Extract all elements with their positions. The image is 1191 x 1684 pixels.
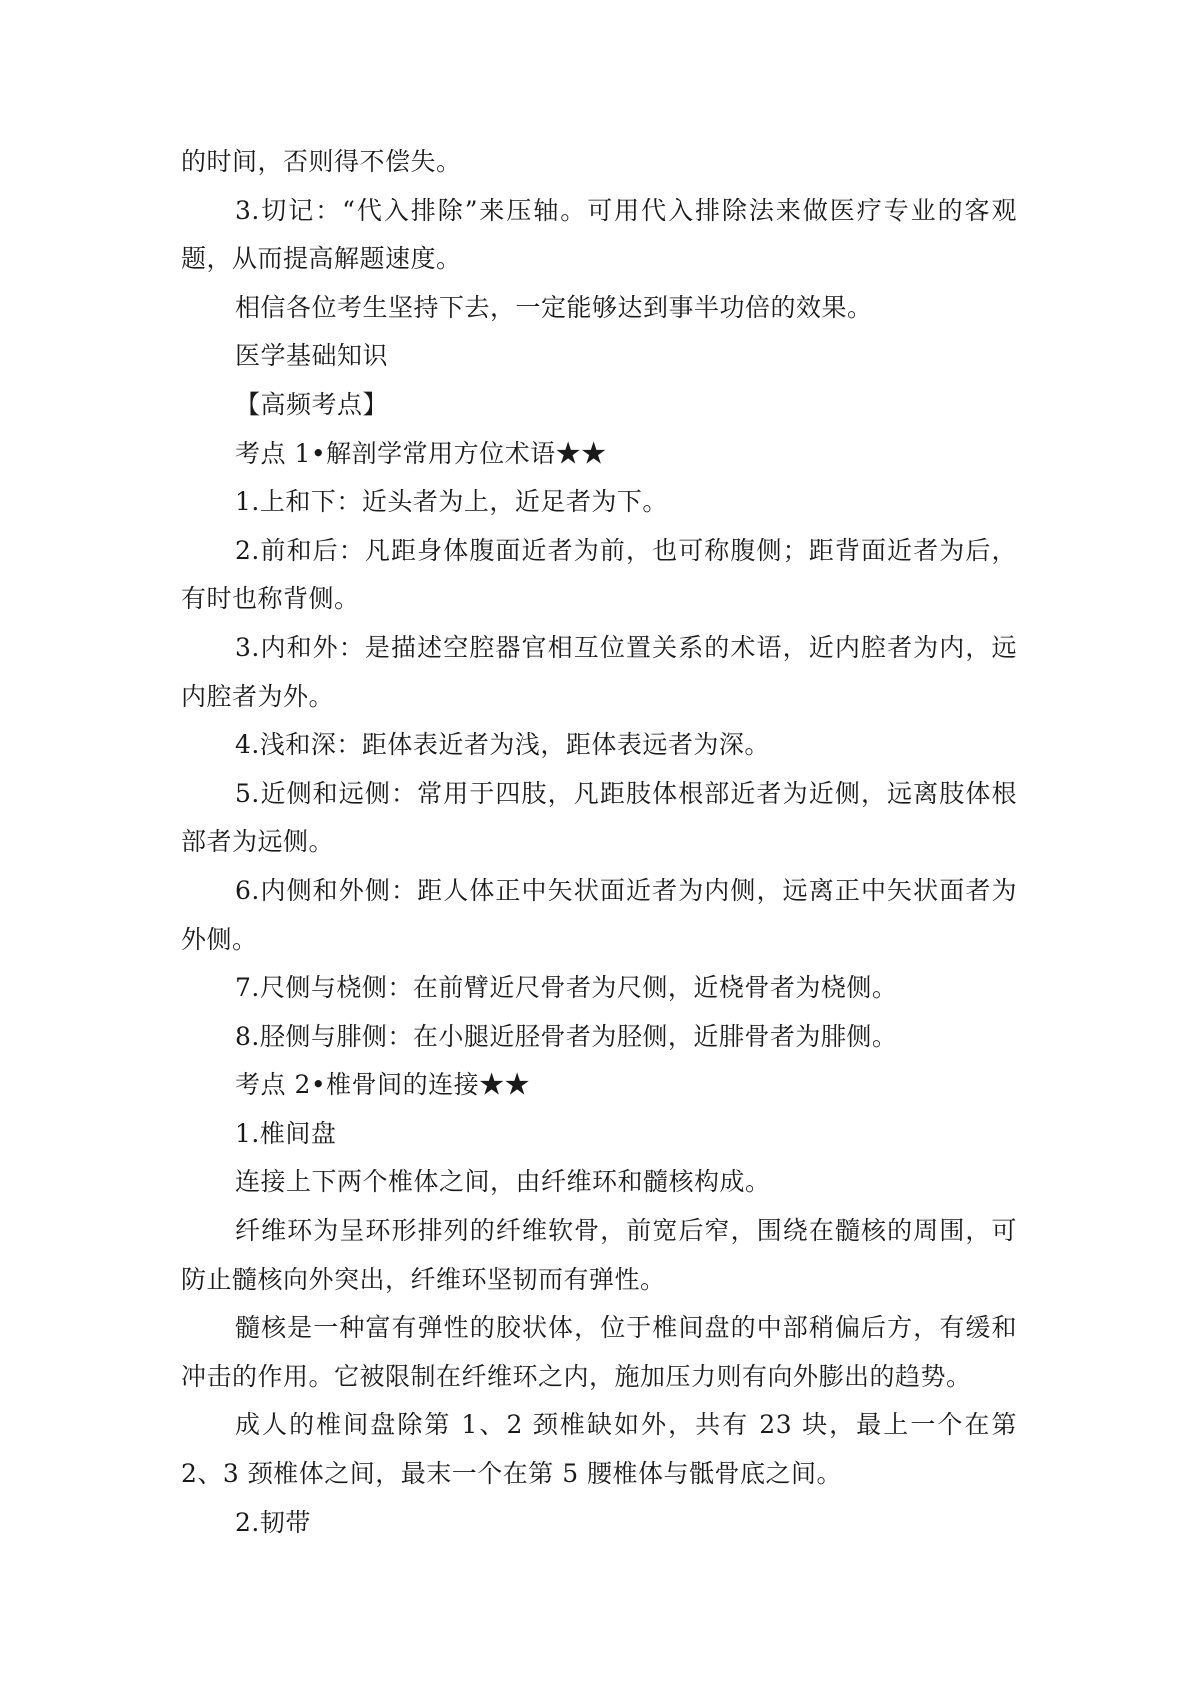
paragraph: 纤维环为呈环形排列的纤维软骨，前宽后窄，围绕在髓核的周围，可防止髓核向外突出，纤维环坚韧而有弹性。 xyxy=(181,1216,1017,1294)
section-label: 【高频考点】 xyxy=(235,389,389,419)
section-heading: 医学基础知识 xyxy=(235,341,389,371)
subheading: 2.韧带 xyxy=(235,1507,311,1537)
list-item: 8.胫侧与腓侧：在小腿近胫骨者为胫侧，近腓骨者为腓侧。 xyxy=(235,1021,898,1051)
subheading: 1.椎间盘 xyxy=(235,1118,337,1148)
topic-heading: 考点 1•解剖学常用方位术语★★ xyxy=(235,438,607,468)
list-item: 2.前和后：凡距身体腹面近者为前，也可称腹侧；距背面近者为后，有时也称背侧。 xyxy=(181,535,1017,614)
list-item: 1.上和下：近头者为上，近足者为下。 xyxy=(235,487,668,517)
paragraph: 相信各位考生坚持下去，一定能够达到事半功倍的效果。 xyxy=(235,292,873,322)
list-item: 7.尺侧与桡侧：在前臂近尺骨者为尺侧，近桡骨者为桡侧。 xyxy=(235,973,898,1003)
list-item: 6.内侧和外侧：距人体正中矢状面近者为内侧，远离正中矢状面者为外侧。 xyxy=(181,875,1017,954)
list-item: 4.浅和深：距体表近者为浅，距体表远者为深。 xyxy=(235,730,770,760)
paragraph: 的时间，否则得不偿失。 xyxy=(181,147,462,176)
topic-heading: 考点 2•椎骨间的连接★★ xyxy=(235,1070,531,1100)
paragraph: 成人的椎间盘除第 1、2 颈椎缺如外，共有 23 块，最上一个在第 2、3 颈椎体之间，最末一个在第 5 腰椎体与骶骨底之间。 xyxy=(181,1410,1017,1489)
document-body xyxy=(181,138,1017,1547)
paragraph: 连接上下两个椎体之间，由纤维环和髓核构成。 xyxy=(235,1167,771,1197)
list-item: 3.内和外：是描述空腔器官相互位置关系的术语，近内腔者为内，远内腔者为外。 xyxy=(181,632,1017,711)
list-item: 5.近侧和远侧：常用于四肢，凡距肢体根部近者为近侧，远离肢体根部者为远侧。 xyxy=(181,778,1017,857)
paragraph: 髓核是一种富有弹性的胶状体，位于椎间盘的中部稍偏后方，有缓和冲击的作用。它被限制在纤维环之内，施加压力则有向外膨出的趋势。 xyxy=(181,1313,1017,1391)
paragraph: 3.切记：“代入排除”来压轴。可用代入排除法来做医疗专业的客观题，从而提高解题速度。 xyxy=(181,195,1017,274)
